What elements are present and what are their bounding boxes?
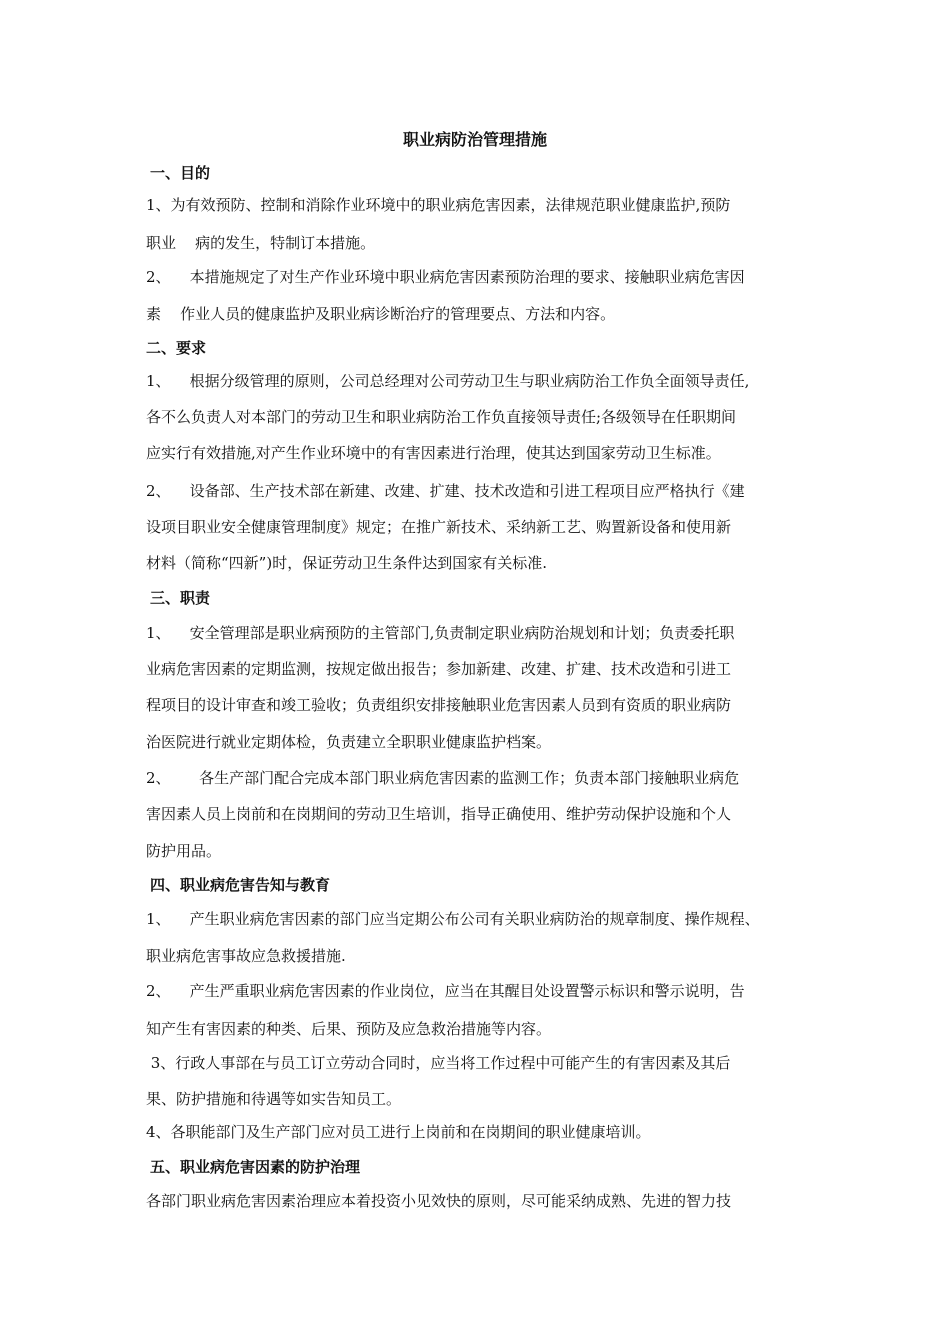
paragraph-line: 2、 设备部、生产技术部在新建、改建、扩建、技术改造和引进工程项目应严格执行《建 [146, 482, 745, 500]
paragraph-line: 果、防护措施和待遇等如实告知员工。 [146, 1090, 402, 1108]
paragraph-line: 知产生有害因素的种类、后果、预防及应急救治措施等内容。 [146, 1020, 552, 1038]
document-title: 职业病防治管理措施 [402, 130, 547, 149]
paragraph-line: 程项目的设计审查和竣工验收；负责组织安排接触职业危害因素人员到有资质的职业病防 [146, 696, 732, 714]
paragraph-line: 1、 产生职业病危害因素的部门应当定期公布公司有关职业病防治的规章制度、操作规程、 [146, 910, 760, 928]
section-heading-notification: 四、职业病危害告知与教育 [150, 876, 331, 894]
paragraph-line: 4、各职能部门及生产部门应对员工进行上岗前和在岗期间的职业健康培训。 [146, 1123, 651, 1141]
paragraph-line: 防护用品。 [146, 842, 222, 860]
section-heading-protection: 五、职业病危害因素的防护治理 [150, 1158, 361, 1176]
paragraph-line: 材料（简称“四新”)时，保证劳动卫生条件达到国家有关标准. [146, 554, 547, 572]
paragraph-line: 各不么负责人对本部门的劳动卫生和职业病防治工作负直接领导责任;各级领导在任职期间 [146, 408, 737, 426]
section-heading-responsibilities: 三、职责 [150, 589, 211, 607]
paragraph-line: 治医院进行就业定期体检，负责建立全职职业健康监护档案。 [146, 733, 552, 751]
paragraph-line: 各部门职业病危害因素治理应本着投资小见效快的原则，尽可能采纳成熟、先进的智力技 [146, 1192, 732, 1210]
paragraph-line: 3、行政人事部在与员工订立劳动合同时，应当将工作过程中可能产生的有害因素及其后 [146, 1054, 731, 1072]
paragraph-line: 职业 病的发生，特制订本措施。 [146, 234, 376, 252]
paragraph-line: 业病危害因素的定期监测，按规定做出报告；参加新建、改建、扩建、技术改造和引进工 [146, 660, 732, 678]
paragraph-line: 1、 根据分级管理的原则，公司总经理对公司劳动卫生与职业病防治工作负全面领导责任, [146, 372, 750, 390]
paragraph-line: 应实行有效措施,对产生作业环境中的有害因素进行治理，使其达到国家劳动卫生标准。 [146, 444, 721, 462]
paragraph-line: 素 作业人员的健康监护及职业病诊断治疗的管理要点、方法和内容。 [146, 305, 616, 323]
paragraph-line: 1、 安全管理部是职业病预防的主管部门,负责制定职业病防治规划和计划；负责委托职 [146, 624, 735, 642]
paragraph-line: 1、为有效预防、控制和消除作业环境中的职业病危害因素，法律规范职业健康监护,预防 [146, 196, 731, 214]
section-heading-purpose: 一、目的 [150, 164, 211, 182]
paragraph-line: 2、 产生严重职业病危害因素的作业岗位，应当在其醒目处设置警示标识和警示说明，告 [146, 982, 745, 1000]
paragraph-line: 设项目职业安全健康管理制度》规定；在推广新技术、采纳新工艺、购置新设备和使用新 [146, 518, 732, 536]
paragraph-line: 职业病危害事故应急救援措施. [146, 947, 346, 965]
paragraph-line: 2、 各生产部门配合完成本部门职业病危害因素的监测工作；负责本部门接触职业病危 [146, 769, 740, 787]
paragraph-line: 2、 本措施规定了对生产作业环境中职业病危害因素预防治理的要求、接触职业病危害因 [146, 268, 745, 286]
section-heading-requirements: 二、要求 [146, 339, 207, 357]
paragraph-line: 害因素人员上岗前和在岗期间的劳动卫生培训，指导正确使用、维护劳动保护设施和个人 [146, 805, 732, 823]
